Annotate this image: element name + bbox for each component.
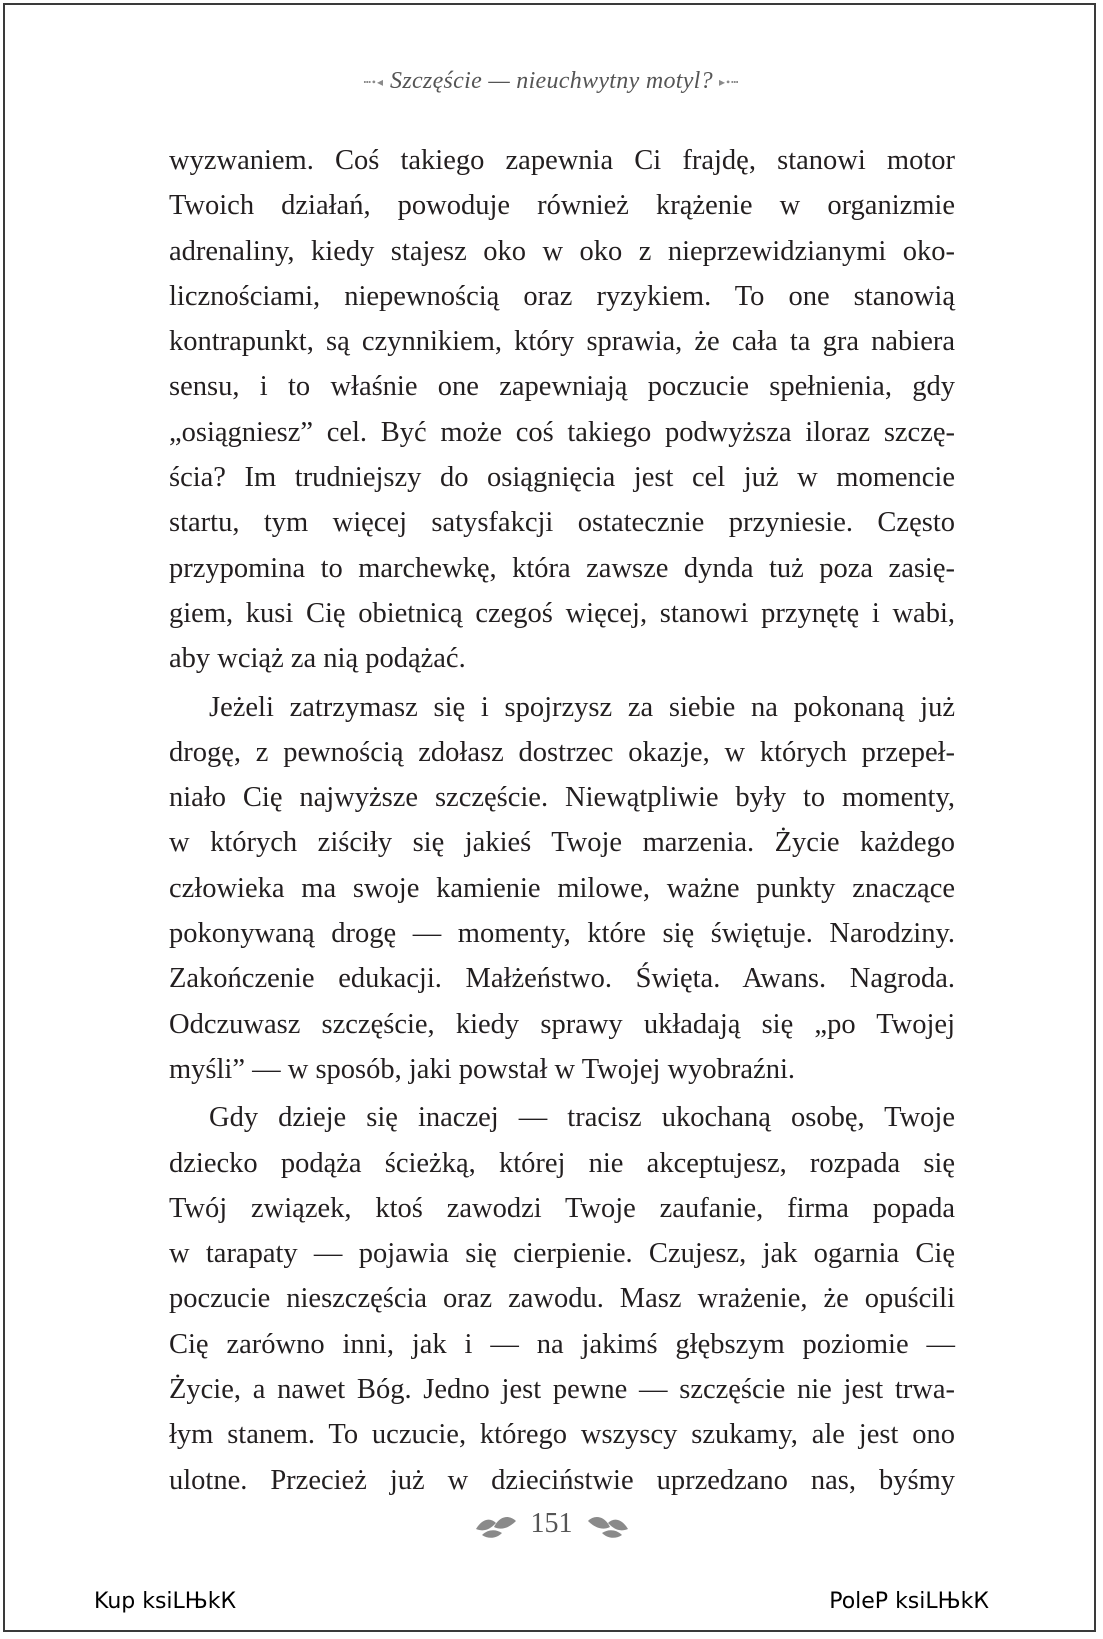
text-line: drogę, z pewnością zdołasz dostrzec okazje, w których przepeł- (169, 736, 955, 768)
text-line: pokonywaną drogę — momenty, które się świętuje. Narodziny. (169, 918, 955, 950)
text-line: ścia? Im trudniejszy do osiągnięcia jest cel już w momencie (169, 462, 955, 494)
text-line: Jeżeli zatrzymasz się i spojrzysz za siebie na pokonaną już (209, 691, 955, 723)
text-line: licznościami, niepewnością oraz ryzykiem. To one stanowią (169, 280, 955, 312)
buy-book-link[interactable]: Kup ksiLЊkК (94, 1589, 237, 1614)
header-ornament-left-icon: ┅•◂ (363, 74, 385, 89)
leaf-ornament-right-icon (586, 1513, 630, 1539)
text-line: „osiągniesz” cel. Być może coś takiego podwyższa iloraz szczę- (169, 416, 955, 448)
text-line: adrenaliny, kiedy stajesz oko w oko z nieprzewidzianymi oko- (169, 235, 955, 267)
running-title: Szczęście — nieuchwytny motyl? (390, 68, 713, 94)
text-line: poczucie nieszczęścia oraz zawodu. Masz wrażenie, że opuścili (169, 1283, 955, 1315)
text-line: niało Cię najwyższe szczęście. Niewątpliwie były to momenty, (169, 782, 955, 814)
text-line: Cię zarówno inni, jak i — na jakimś głębszym poziomie — (169, 1328, 955, 1360)
leaf-ornament-left-icon (474, 1513, 518, 1539)
text-line: kontrapunkt, są czynnikiem, który sprawia, że cała ta gra nabiera (169, 326, 955, 358)
text-line: przypomina to marchewkę, która zawsze dynda tuż poza zasię- (169, 552, 955, 584)
page-number: 151 (530, 1508, 573, 1539)
text-line: myśli” — w sposób, jaki powstał w Twojej wyobraźni. (169, 1053, 795, 1085)
text-line: aby wciąż za nią podążać. (169, 643, 466, 675)
text-line: dziecko podąża ścieżką, której nie akceptujesz, rozpada się (169, 1147, 955, 1179)
text-line: ulotne. Przecież już w dzieciństwie uprzedzano nas, byśmy (169, 1464, 955, 1496)
text-line: Gdy dzieje się inaczej — tracisz ukochaną osobę, Twoje (209, 1102, 955, 1134)
folio (0, 1508, 1103, 1540)
running-header (0, 68, 1103, 95)
text-line: Odczuwasz szczęście, kiedy sprawy układają się „po Twojej (169, 1008, 955, 1040)
text-line: łym stanem. To uczucie, którego wszyscy szukamy, ale jest ono (169, 1419, 955, 1451)
text-line: Twój związek, ktoś zawodzi Twoje zaufanie, firma popada (169, 1192, 955, 1224)
text-line: startu, tym więcej satysfakcji ostatecznie przyniesie. Często (169, 507, 955, 539)
text-line: Życie, a nawet Bóg. Jedno jest pewne — szczęście nie jest trwa- (169, 1374, 955, 1406)
text-line: Zakończenie edukacji. Małżeństwo. Święta. Awans. Nagroda. (169, 963, 955, 995)
text-line: Twoich działań, powoduje również krążenie w organizmie (169, 190, 955, 222)
body-text (169, 138, 955, 1503)
text-line: giem, kusi Cię obietnicą czegoś więcej, stanowi przynętę i wabi, (169, 597, 955, 629)
text-line: w których ziściły się jakieś Twoje marzenia. Życie każdego (169, 827, 955, 859)
header-ornament-right-icon: ▸•┅ (718, 74, 740, 89)
text-line: sensu, i to właśnie one zapewniają poczucie spełnienia, gdy (169, 371, 955, 403)
text-line: wyzwaniem. Coś takiego zapewnia Ci frajdę, stanowi motor (169, 145, 955, 176)
text-line: człowieka ma swoje kamienie milowe, ważne punkty znaczące (169, 872, 955, 904)
recommend-book-link[interactable]: PoleР ksiLЊkК (829, 1589, 989, 1614)
text-line: w tarapaty — pojawia się cierpienie. Czujesz, jak ogarnia Cię (169, 1238, 955, 1270)
